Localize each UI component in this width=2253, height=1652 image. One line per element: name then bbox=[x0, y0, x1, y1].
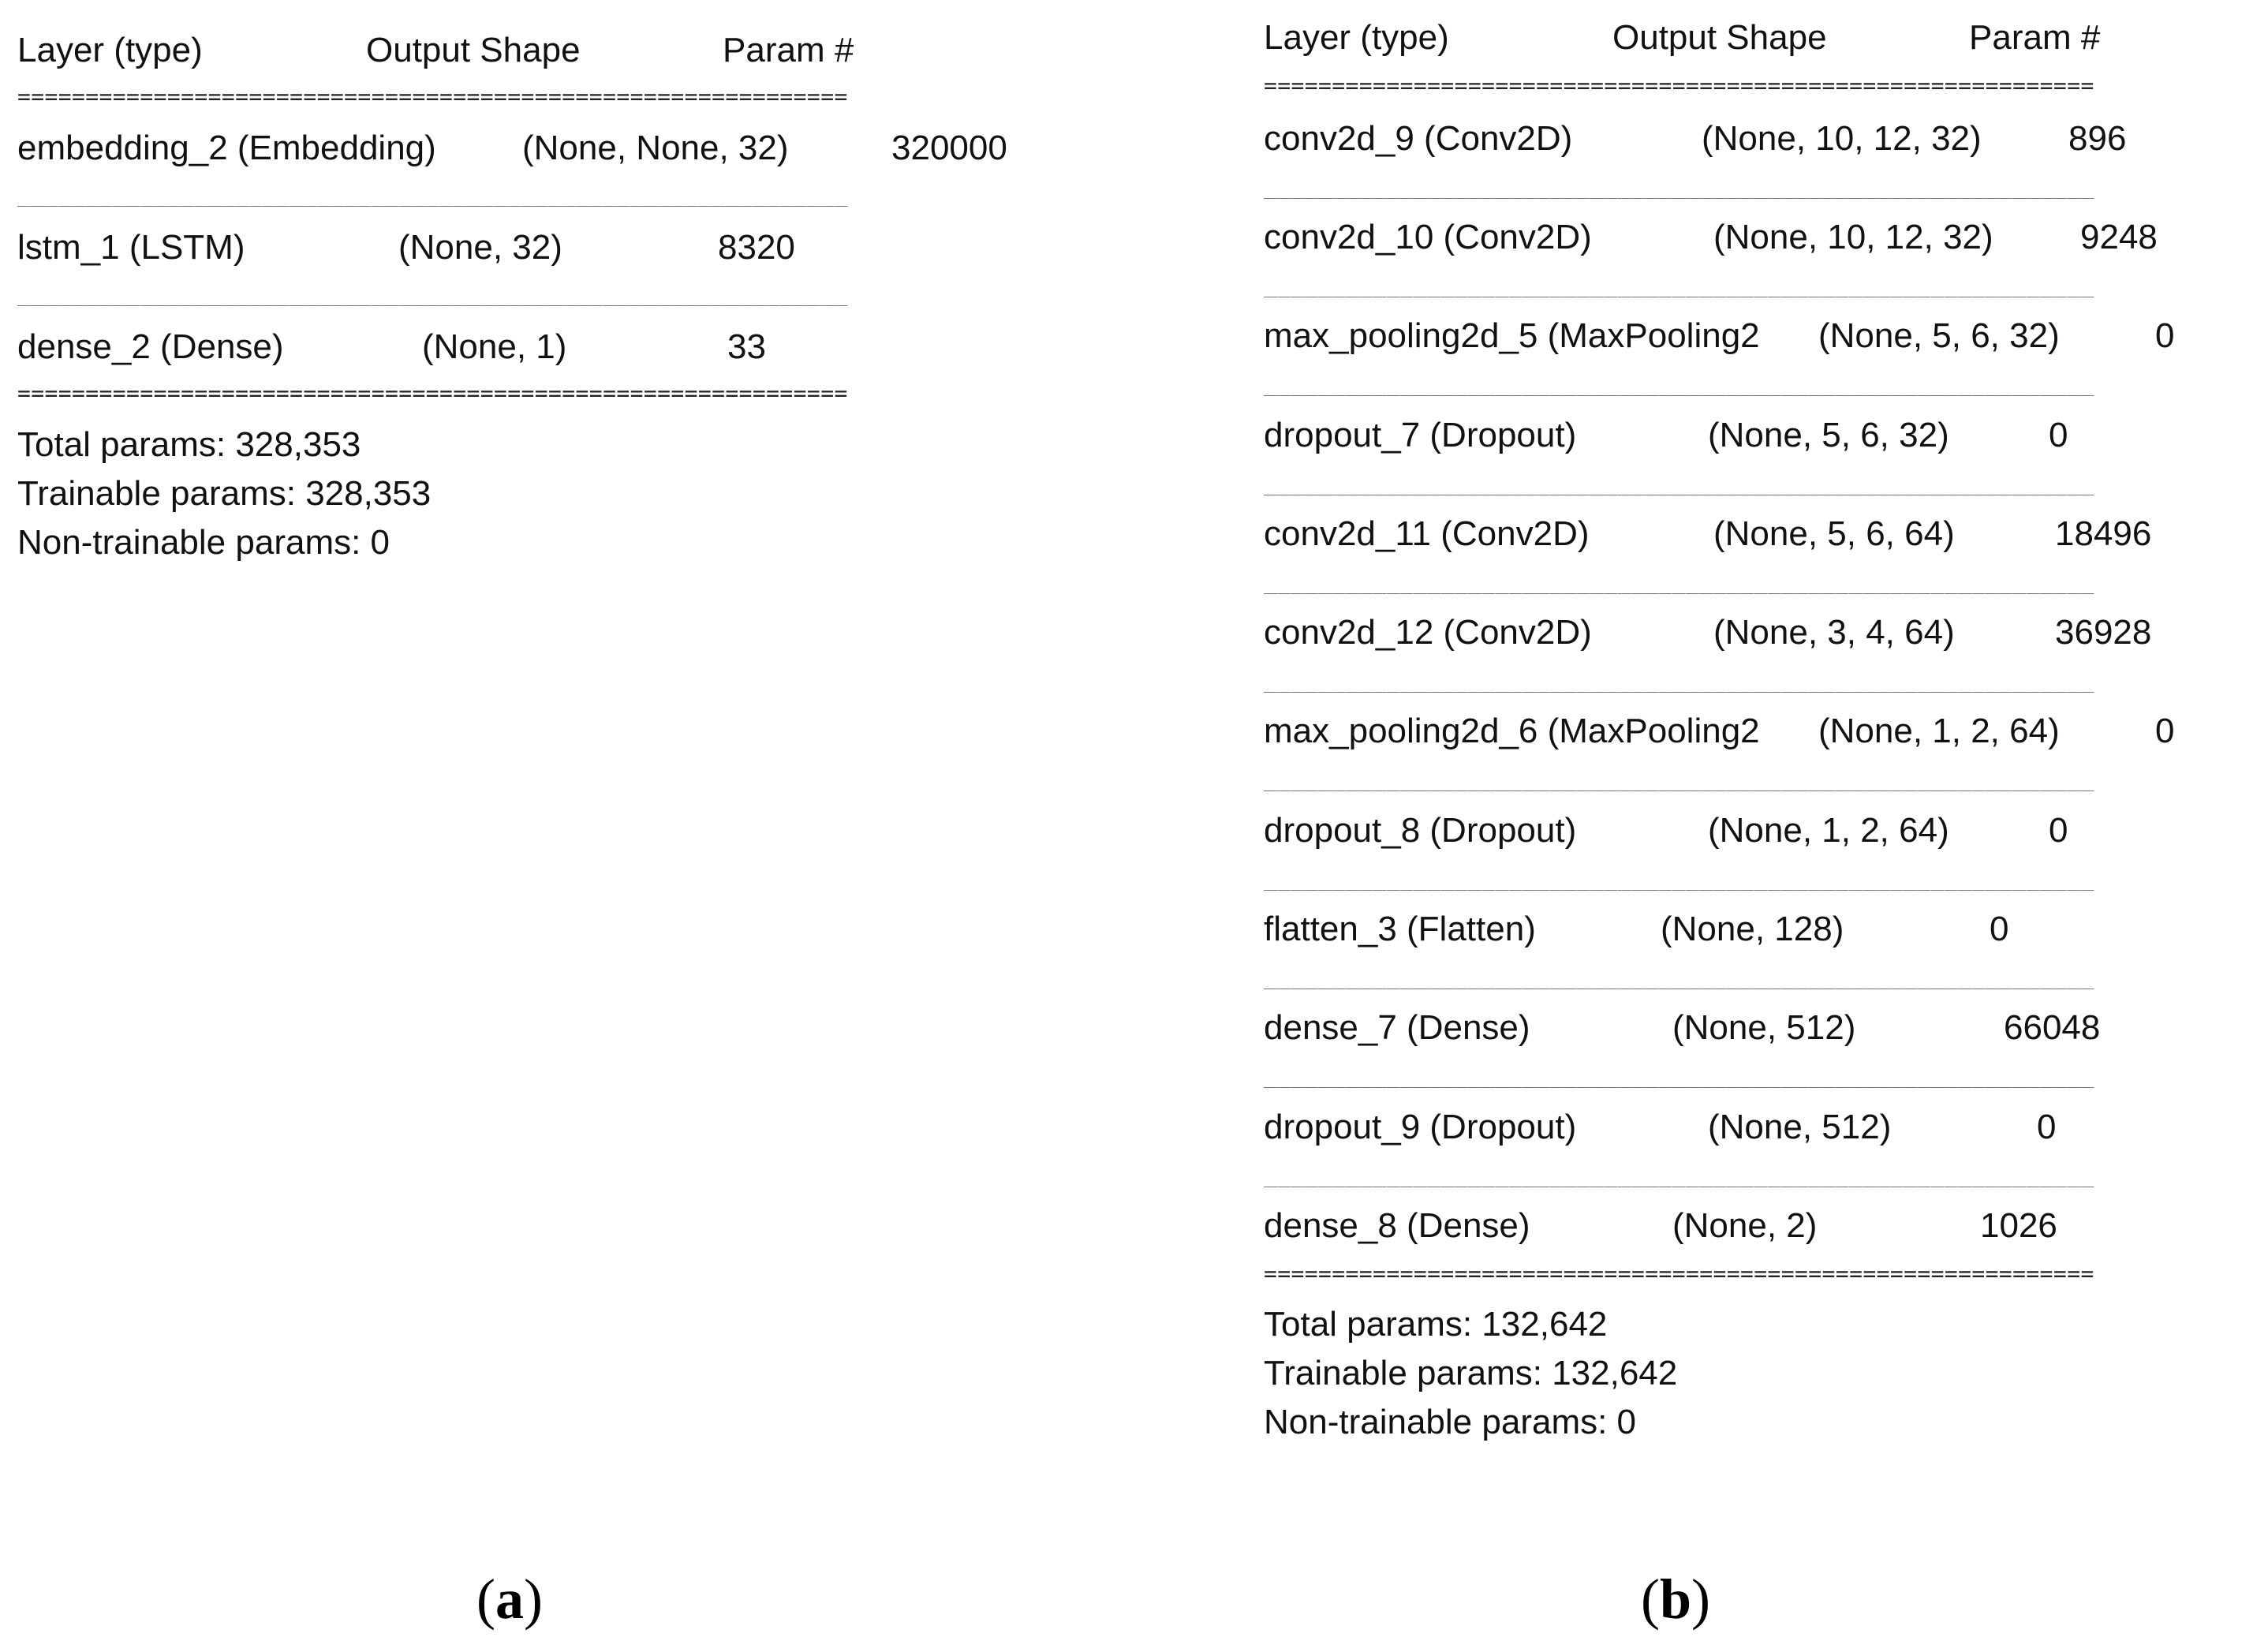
caption-a bbox=[476, 1566, 543, 1632]
single-rule: _____________________________________________________________ bbox=[1264, 1164, 2094, 1187]
caption-close: ) bbox=[1691, 1568, 1711, 1631]
row-layer: flatten_3 (Flatten) bbox=[1264, 910, 1536, 948]
header-layer-type: Layer (type) bbox=[1264, 18, 1449, 57]
row-shape: (None, 32) bbox=[398, 228, 562, 267]
row-layer: dense_7 (Dense) bbox=[1264, 1008, 1530, 1047]
row-param: 9248 bbox=[2080, 218, 2158, 256]
row-layer: lstm_1 (LSTM) bbox=[17, 228, 245, 267]
row-layer: conv2d_10 (Conv2D) bbox=[1264, 218, 1592, 256]
single-rule: _____________________________________________________________ bbox=[1264, 669, 2094, 693]
model-summary-b bbox=[1264, 0, 2234, 1499]
header-param-count: Param # bbox=[1969, 18, 2101, 57]
row-layer: conv2d_11 (Conv2D) bbox=[1264, 514, 1590, 553]
row-layer: embedding_2 (Embedding) bbox=[17, 129, 436, 167]
double-rule: ============================================================= bbox=[1264, 74, 2094, 98]
single-rule: _____________________________________________________________ bbox=[1264, 372, 2094, 396]
row-param: 0 bbox=[1990, 910, 2009, 948]
row-shape: (None, 2) bbox=[1672, 1206, 1818, 1245]
caption-letter: a bbox=[495, 1568, 524, 1631]
row-param: 320000 bbox=[891, 129, 1007, 167]
caption-open: ( bbox=[1641, 1568, 1660, 1631]
caption-letter: b bbox=[1659, 1568, 1692, 1631]
row-shape: (None, 1, 2, 64) bbox=[1818, 712, 2060, 750]
row-shape: (None, 1) bbox=[422, 327, 567, 366]
row-param: 1026 bbox=[1980, 1206, 2057, 1245]
single-rule: _____________________________________________________________ bbox=[1264, 175, 2094, 199]
double-rule: ============================================================= bbox=[17, 85, 848, 109]
row-shape: (None, 10, 12, 32) bbox=[1702, 119, 1982, 158]
total-params: Total params: 328,353 bbox=[17, 425, 361, 464]
single-rule: _____________________________________________________________ bbox=[1264, 867, 2094, 891]
single-rule: _____________________________________________________________ bbox=[1264, 274, 2094, 297]
row-shape: (None, 128) bbox=[1661, 910, 1844, 948]
row-shape: (None, 1, 2, 64) bbox=[1708, 811, 1949, 850]
caption-b bbox=[1641, 1566, 1710, 1632]
caption-close: ) bbox=[523, 1568, 543, 1631]
row-param: 0 bbox=[2155, 316, 2175, 355]
single-rule: _____________________________________________________________ bbox=[17, 183, 848, 207]
row-shape: (None, 5, 6, 64) bbox=[1713, 514, 1955, 553]
single-rule: _____________________________________________________________ bbox=[1264, 570, 2094, 594]
row-param: 0 bbox=[2049, 811, 2068, 850]
row-param: 0 bbox=[2155, 712, 2175, 750]
row-shape: (None, 512) bbox=[1708, 1108, 1892, 1146]
row-param: 0 bbox=[2037, 1108, 2057, 1146]
row-shape: (None, None, 32) bbox=[522, 129, 789, 167]
model-summary-a bbox=[17, 0, 1059, 1499]
non-trainable-params: Non-trainable params: 0 bbox=[1264, 1403, 1637, 1441]
row-shape: (None, 10, 12, 32) bbox=[1713, 218, 1993, 256]
total-params: Total params: 132,642 bbox=[1264, 1305, 1608, 1344]
header-output-shape: Output Shape bbox=[366, 31, 581, 69]
single-rule: _____________________________________________________________ bbox=[1264, 472, 2094, 495]
header-layer-type: Layer (type) bbox=[17, 31, 203, 69]
row-shape: (None, 512) bbox=[1672, 1008, 1856, 1047]
header-output-shape: Output Shape bbox=[1612, 18, 1827, 57]
row-shape: (None, 5, 6, 32) bbox=[1818, 316, 2060, 355]
trainable-params: Trainable params: 328,353 bbox=[17, 474, 432, 513]
row-param: 0 bbox=[2049, 416, 2068, 454]
row-layer: max_pooling2d_6 (MaxPooling2 bbox=[1264, 712, 1760, 750]
row-layer: dropout_7 (Dropout) bbox=[1264, 416, 1577, 454]
row-param: 36928 bbox=[2055, 613, 2152, 652]
single-rule: _____________________________________________________________ bbox=[1264, 768, 2094, 791]
row-layer: dropout_8 (Dropout) bbox=[1264, 811, 1577, 850]
single-rule: _____________________________________________________________ bbox=[1264, 966, 2094, 989]
row-param: 896 bbox=[2068, 119, 2127, 158]
row-layer: dense_2 (Dense) bbox=[17, 327, 284, 366]
row-layer: dense_8 (Dense) bbox=[1264, 1206, 1530, 1245]
single-rule: _____________________________________________________________ bbox=[17, 282, 848, 306]
row-layer: conv2d_12 (Conv2D) bbox=[1264, 613, 1592, 652]
row-layer: max_pooling2d_5 (MaxPooling2 bbox=[1264, 316, 1760, 355]
trainable-params: Trainable params: 132,642 bbox=[1264, 1354, 1678, 1392]
row-param: 33 bbox=[727, 327, 766, 366]
row-param: 66048 bbox=[2004, 1008, 2101, 1047]
non-trainable-params: Non-trainable params: 0 bbox=[17, 523, 390, 562]
row-layer: dropout_9 (Dropout) bbox=[1264, 1108, 1577, 1146]
header-param-count: Param # bbox=[723, 31, 854, 69]
double-rule: ============================================================= bbox=[17, 382, 848, 406]
row-layer: conv2d_9 (Conv2D) bbox=[1264, 119, 1573, 158]
row-param: 8320 bbox=[718, 228, 795, 267]
single-rule: _____________________________________________________________ bbox=[1264, 1064, 2094, 1088]
row-param: 18496 bbox=[2055, 514, 2152, 553]
row-shape: (None, 5, 6, 32) bbox=[1708, 416, 1949, 454]
double-rule: ============================================================= bbox=[1264, 1262, 2094, 1286]
caption-open: ( bbox=[476, 1568, 495, 1631]
row-shape: (None, 3, 4, 64) bbox=[1713, 613, 1955, 652]
